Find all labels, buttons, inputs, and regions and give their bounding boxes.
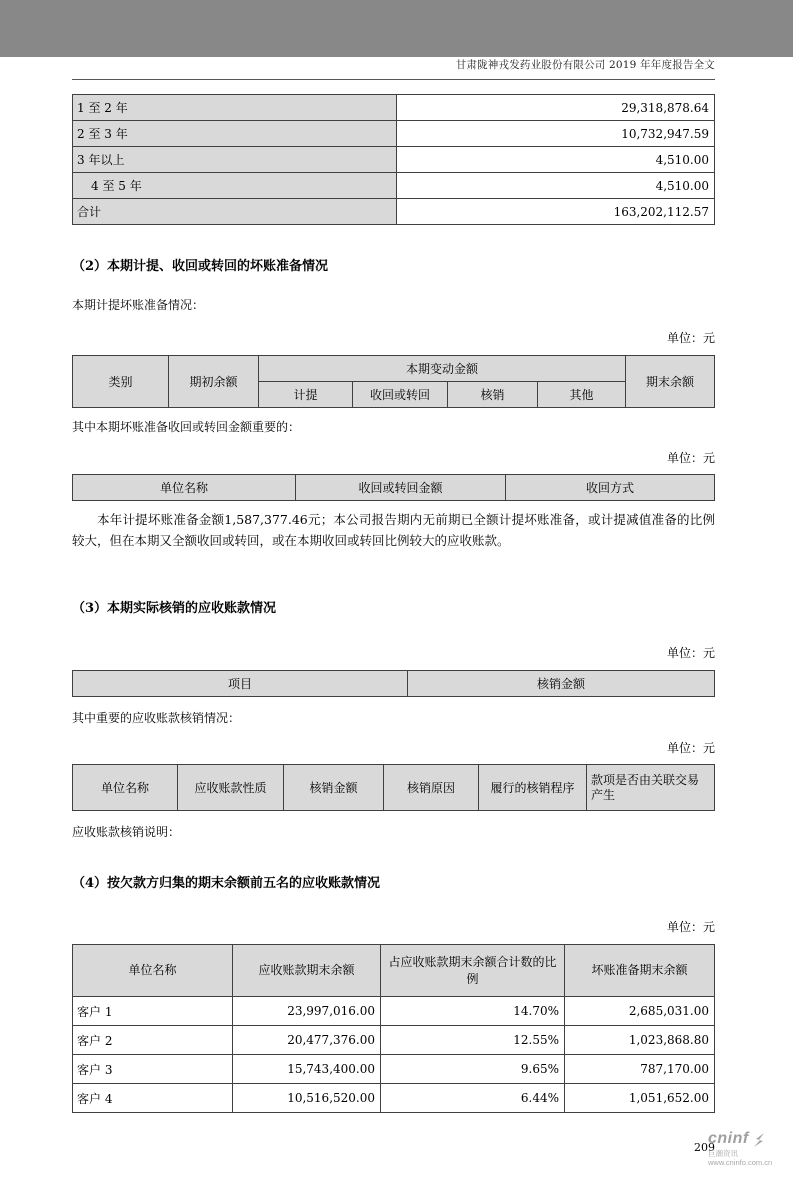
col-entity-name: 单位名称 — [73, 765, 178, 811]
table-row — [73, 1055, 715, 1084]
col-ratio: 占应收账款期末余额合计数的比例 — [381, 945, 565, 997]
writeoff-note: 应收账款核销说明： — [72, 825, 181, 839]
cninfo-cn-name: 巨潮资讯 — [708, 1149, 738, 1158]
table-row — [73, 1084, 715, 1113]
section-4-heading: （4）按欠款方归集的期末余额前五名的应收账款情况 — [72, 876, 381, 891]
col-writeoff-amount: 核销金额 — [408, 671, 715, 697]
table-row — [73, 671, 715, 697]
provision-change-table — [72, 355, 715, 408]
col-entity-name: 单位名称 — [73, 945, 233, 997]
section-2-heading: （2）本期计提、收回或转回的坏账准备情况 — [72, 259, 329, 274]
table-row — [73, 121, 715, 147]
col-writeoff-procedure: 履行的核销程序 — [479, 765, 587, 811]
document-header — [72, 57, 715, 80]
important-writeoff-table — [72, 764, 715, 811]
unit-label: 单位：元 — [666, 331, 715, 345]
balance-value: 10,516,520.00 — [233, 1084, 381, 1113]
aging-value: 4,510.00 — [397, 173, 715, 199]
balance-value: 20,477,376.00 — [233, 1026, 381, 1055]
col-writeoff-reason: 核销原因 — [384, 765, 479, 811]
table-header-row — [73, 945, 715, 997]
col-recovery-amount: 收回或转回金额 — [296, 475, 506, 501]
aging-label: 4 至 5 年 — [73, 173, 397, 199]
cninfo-logo-icon — [751, 1132, 767, 1148]
aging-value: 4,510.00 — [397, 147, 715, 173]
col-entity-name: 单位名称 — [73, 475, 296, 501]
top5-receivables-table — [72, 944, 715, 1113]
col-bad-debt-provision: 坏账准备期末余额 — [565, 945, 715, 997]
table-row — [73, 199, 715, 225]
ratio-value: 14.70% — [381, 997, 565, 1026]
ratio-value: 12.55% — [381, 1026, 565, 1055]
provision-value: 787,170.00 — [565, 1055, 715, 1084]
provision-value: 1,023,868.80 — [565, 1026, 715, 1055]
col-closing-balance: 应收账款期末余额 — [233, 945, 381, 997]
recovery-table — [72, 474, 715, 501]
provision-value: 1,051,652.00 — [565, 1084, 715, 1113]
unit-label: 单位：元 — [666, 451, 715, 465]
section-2-intro: 本期计提坏账准备情况： — [72, 298, 205, 312]
cninfo-url: www.cninfo.com.cn — [708, 1158, 773, 1167]
unit-label: 单位：元 — [666, 741, 715, 755]
recovery-intro: 其中本期坏账准备收回或转回金额重要的： — [72, 420, 301, 434]
col-writeoff: 核销 — [448, 382, 538, 408]
customer-name: 客户 2 — [73, 1026, 233, 1055]
cninfo-brand-text: cninf — [708, 1130, 749, 1147]
table-row — [73, 356, 715, 382]
section-3-heading: （3）本期实际核销的应收账款情况 — [72, 601, 277, 616]
table-row — [73, 1026, 715, 1055]
table-row — [73, 475, 715, 501]
table-row — [73, 765, 715, 811]
provision-value: 2,685,031.00 — [565, 997, 715, 1026]
important-writeoff-intro: 其中重要的应收账款核销情况： — [72, 711, 241, 725]
col-writeoff-amount: 核销金额 — [284, 765, 384, 811]
unit-label: 单位：元 — [666, 920, 715, 934]
aging-label: 1 至 2 年 — [73, 95, 397, 121]
aging-label: 合计 — [73, 199, 397, 225]
ratio-value: 6.44% — [381, 1084, 565, 1113]
aging-balance-table — [72, 94, 715, 225]
table-row — [73, 95, 715, 121]
customer-name: 客户 1 — [73, 997, 233, 1026]
aging-value: 29,318,878.64 — [397, 95, 715, 121]
col-item: 项目 — [73, 671, 408, 697]
provision-note: 本年计提坏账准备金额1,587,377.46元；本公司报告期内无前期已全额计提坏账准备，或计提减值准备的比例较大，但在本期又全额收回或转回，或在本期收回或转回比例较大的应收账款。 — [72, 512, 715, 548]
ratio-value: 9.65% — [381, 1055, 565, 1084]
col-change-group: 本期变动金额 — [259, 356, 626, 382]
col-related-party: 款项是否由关联交易产生 — [587, 765, 715, 811]
customer-name: 客户 3 — [73, 1055, 233, 1084]
unit-label: 单位：元 — [666, 646, 715, 660]
writeoff-table — [72, 670, 715, 697]
aging-label: 2 至 3 年 — [73, 121, 397, 147]
table-row — [73, 997, 715, 1026]
page-number: 209 — [694, 1141, 715, 1154]
balance-value: 15,743,400.00 — [233, 1055, 381, 1084]
aging-value: 163,202,112.57 — [397, 199, 715, 225]
cninfo-logo — [708, 1130, 778, 1167]
report-page — [0, 57, 793, 1179]
aging-label: 3 年以上 — [73, 147, 397, 173]
col-closing-balance: 期末余额 — [626, 356, 715, 408]
col-recovery-method: 收回方式 — [506, 475, 715, 501]
aging-value: 10,732,947.59 — [397, 121, 715, 147]
table-row — [73, 173, 715, 199]
col-accrual: 计提 — [259, 382, 353, 408]
col-category: 类别 — [73, 356, 169, 408]
col-recovery: 收回或转回 — [353, 382, 448, 408]
customer-name: 客户 4 — [73, 1084, 233, 1113]
balance-value: 23,997,016.00 — [233, 997, 381, 1026]
col-opening-balance: 期初余额 — [169, 356, 259, 408]
col-receivable-nature: 应收账款性质 — [178, 765, 284, 811]
report-title: 甘肃陇神戎发药业股份有限公司 2019 年年度报告全文 — [455, 59, 715, 71]
col-other: 其他 — [538, 382, 626, 408]
table-row — [73, 147, 715, 173]
